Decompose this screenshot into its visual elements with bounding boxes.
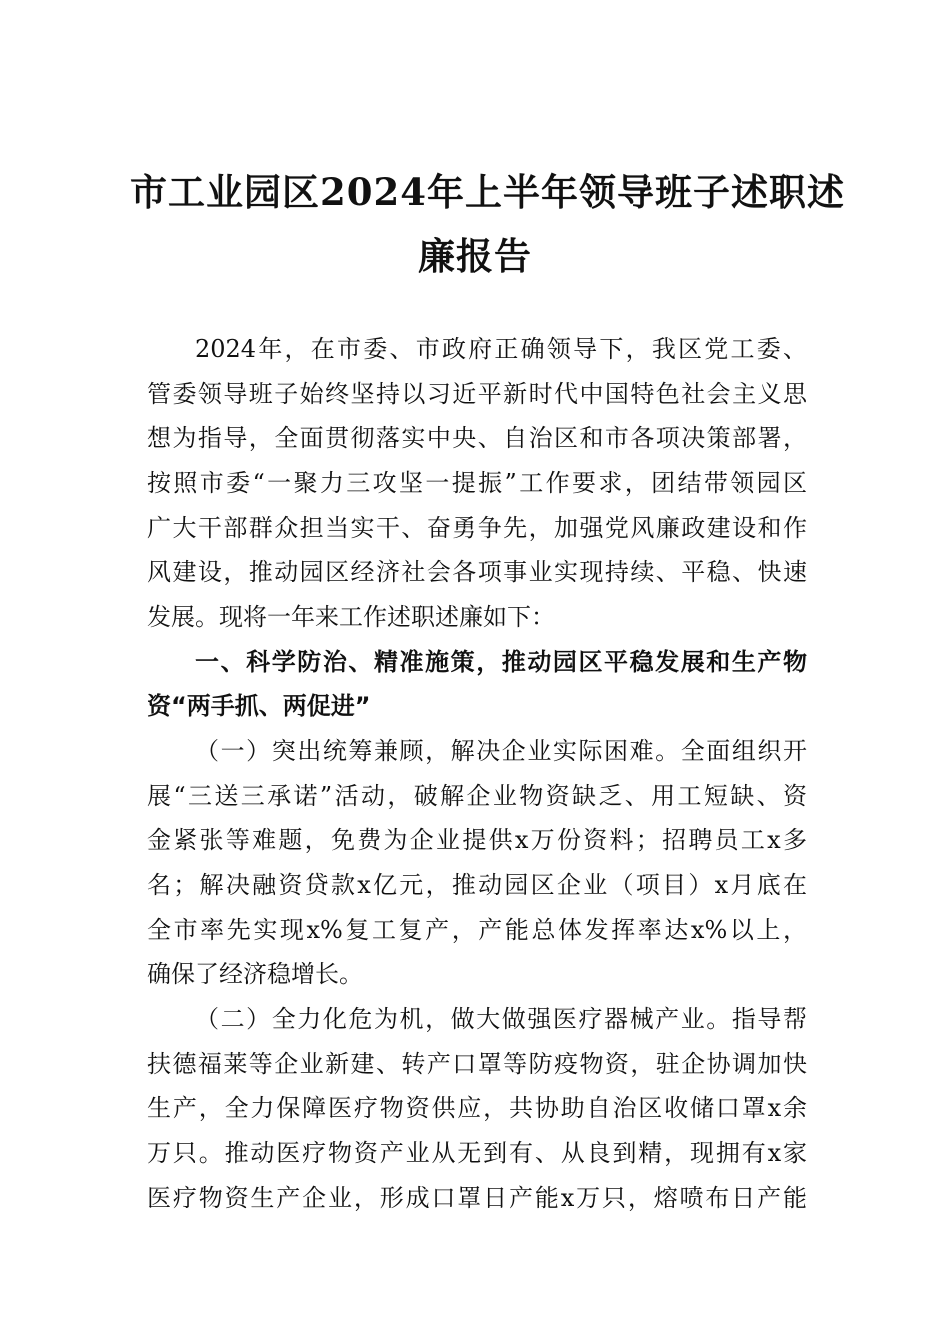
paragraph-line: 万只。推动医疗物资产业从无到有、从良到精，现拥有x家 [147,1139,807,1167]
paragraph-line: 按照市委“一聚力三攻坚一提振”工作要求，团结带领园区 [147,469,807,497]
paragraph-line: 管委领导班子始终坚持以习近平新时代中国特色社会主义思 [147,380,807,408]
paragraph-line: 想为指导，全面贯彻落实中央、自治区和市各项决策部署， [147,424,807,452]
section-heading-line: 一、科学防治、精准施策，推动园区平稳发展和生产物 [195,648,807,676]
paragraph-line: 生产，全力保障医疗物资供应，共协助自治区收储口罩x余 [147,1094,807,1122]
document-title-line-1: 市工业园区2024年上半年领导班子述职述 [130,170,845,214]
paragraph-line: 确保了经济稳增长。 [147,960,363,988]
paragraph-line: 风建设，推动园区经济社会各项事业实现持续、平稳、快速 [147,558,807,586]
paragraph-line: 金紧张等难题，免费为企业提供x万份资料；招聘员工x多 [147,826,807,854]
paragraph-line: 2024年，在市委、市政府正确领导下，我区党工委、 [195,335,807,363]
paragraph-line: 医疗物资生产企业，形成口罩日产能x万只，熔喷布日产能 [147,1184,807,1212]
paragraph-line: 名；解决融资贷款x亿元，推动园区企业（项目）x月底在 [147,871,807,899]
paragraph-line: （二）全力化危为机，做大做强医疗器械产业。指导帮 [195,1005,807,1033]
paragraph-line: 扶德福莱等企业新建、转产口罩等防疫物资，驻企协调加快 [147,1050,807,1078]
paragraph-line: 展“三送三承诺”活动，破解企业物资缺乏、用工短缺、资 [147,782,807,810]
paragraph-line: （一）突出统筹兼顾，解决企业实际困难。全面组织开 [195,737,807,765]
section-heading-line: 资“两手抓、两促进” [147,692,371,720]
paragraph-line: 全市率先实现x%复工复产，产能总体发挥率达x%以上， [147,916,807,944]
document-title-line-2: 廉报告 [418,234,532,278]
paragraph-line: 广大干部群众担当实干、奋勇争先，加强党风廉政建设和作 [147,514,807,542]
paragraph-line: 发展。现将一年来工作述职述廉如下： [147,603,555,631]
